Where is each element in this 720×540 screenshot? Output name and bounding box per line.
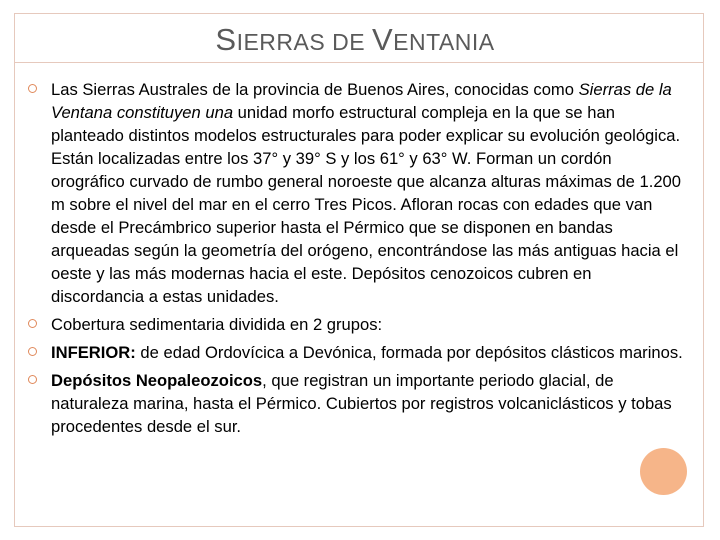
- decorative-circle: [640, 448, 687, 495]
- bullet-circle-icon: [28, 375, 37, 384]
- title-initial-v: V: [371, 22, 394, 57]
- title-initial-s: S: [215, 22, 237, 57]
- list-item: [26, 78, 686, 308]
- bullet-circle-icon: [28, 84, 37, 93]
- item-text: Cobertura sedimentaria dividida en 2 grupos:: [51, 315, 383, 334]
- title-part-entania: ENTANIA: [393, 29, 495, 55]
- item-bold-text: INFERIOR:: [51, 343, 136, 362]
- item-text: de edad Ordovícica a Devónica, formada por depósitos clásticos marinos.: [135, 343, 683, 362]
- bullet-list: [26, 78, 686, 443]
- title-divider: [14, 62, 704, 63]
- list-item: [26, 313, 686, 336]
- item-text: Las Sierras Australes de la provincia de Buenos Aires, conocidas como: [51, 80, 579, 99]
- item-text: , que registran un importante periodo glacial, de naturaleza marina, hasta el Pérmico. Cubiertos por registros volcaniclásticos y tobas procedentes desde el sur.: [51, 371, 672, 436]
- item-italic-text: Sierras de la Ventana constituyen una: [51, 80, 672, 122]
- bullet-circle-icon: [28, 319, 37, 328]
- slide-title: [0, 22, 710, 58]
- item-bold-text: Depósitos Neopaleozoicos: [51, 371, 263, 390]
- list-item: [26, 369, 686, 438]
- bullet-circle-icon: [28, 347, 37, 356]
- item-text: unidad morfo estructural compleja en la que se han planteado distintos modelos estructurales para poder explicar su evolución geológica. Están localizadas entre los 37° y 39° S y los 61° y 63° W. Forman un cordón orográfico curvado de rumbo general noroeste que alcanza alturas máximas de 1.200 m sobre el nivel del mar en el cerro Tres Picos. Afloran rocas con edades que van desde el Precámbrico superior hasta el Pérmico que se disponen en bandas arqueadas según la geometría del orógeno, encontrándose las más antiguas hacia el oeste y las más modernas hacia el este. Depósitos cenozoicos cubren en discordancia a estas unidades.: [51, 103, 682, 306]
- list-item: [26, 341, 686, 364]
- title-part-ierras: IERRAS DE: [236, 29, 372, 55]
